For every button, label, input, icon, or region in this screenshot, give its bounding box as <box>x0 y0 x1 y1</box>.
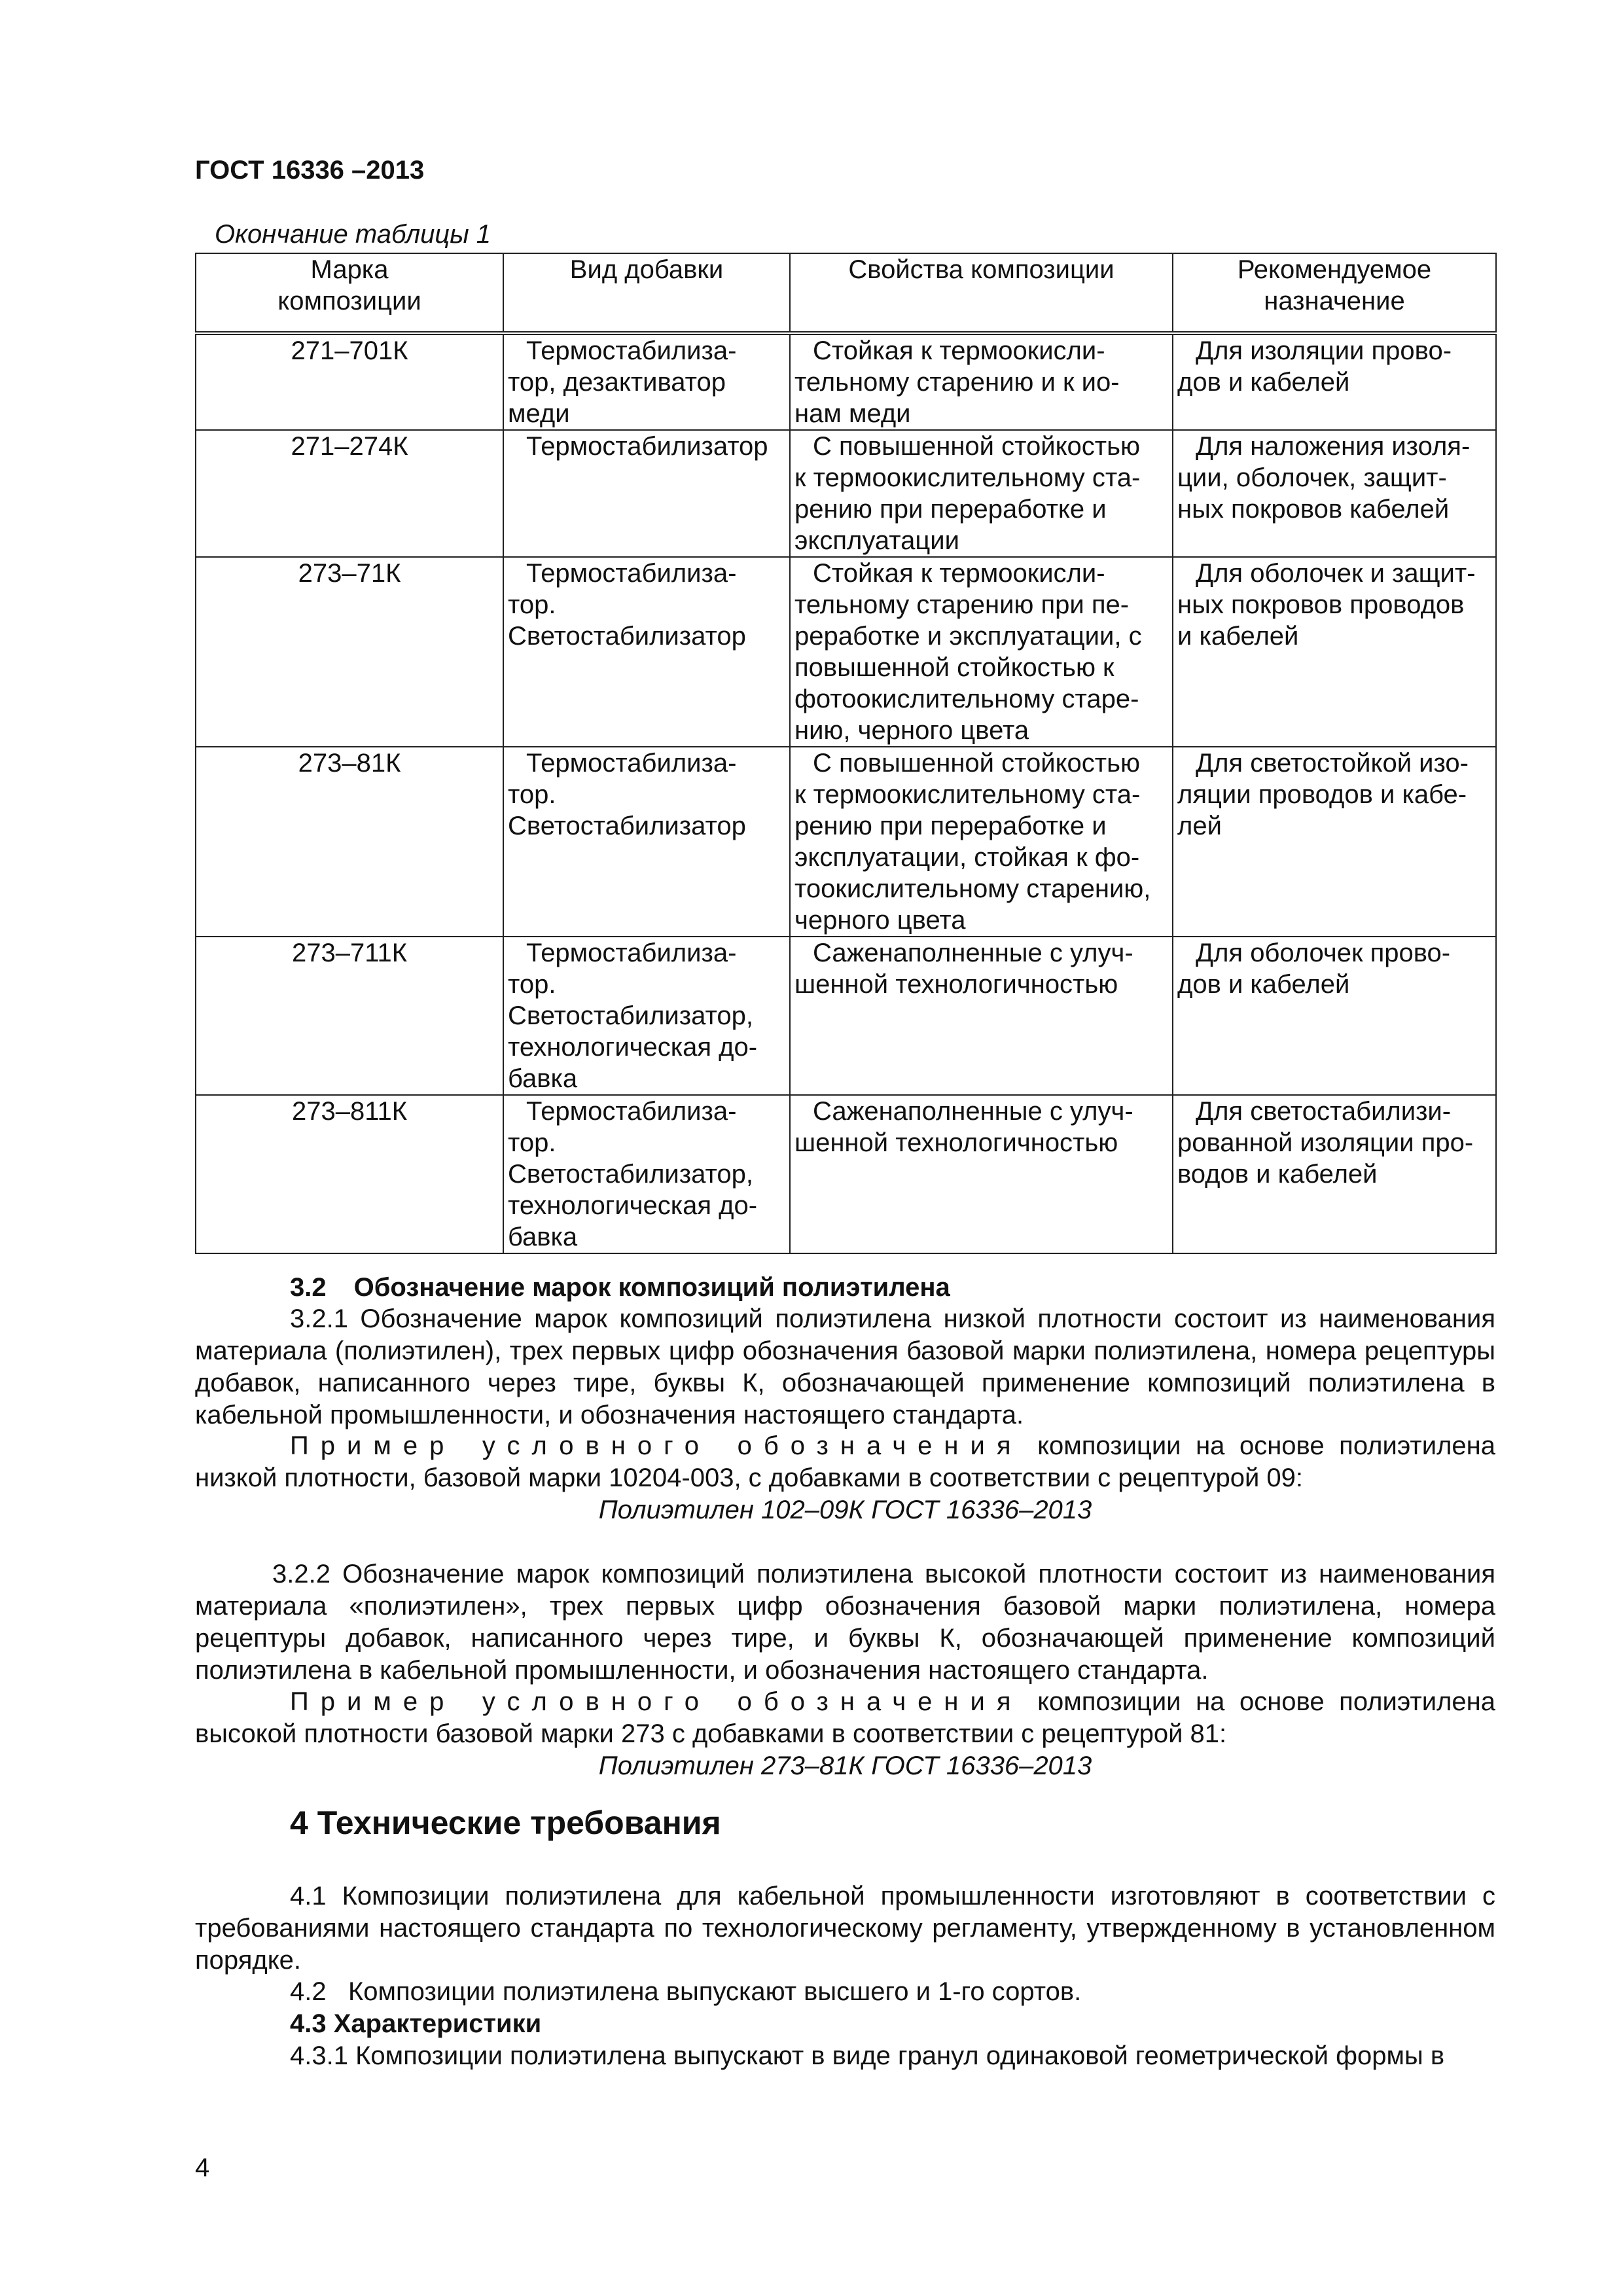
table-row <box>196 557 1496 747</box>
cell-additive: Термостабилиза- тор, дезактиватор меди <box>503 333 790 430</box>
cell-additive: Термостабилиза- тор. Светостабилизатор, технологическая до- бавка <box>503 937 790 1095</box>
document-id: ГОСТ 16336 –2013 <box>195 156 425 185</box>
cell-properties: Саженаполненные с улуч- шенной технологичностью <box>790 937 1173 1095</box>
cell-mark: 271–701К <box>196 333 503 430</box>
cell-additive: Термостабилиза- тор. Светостабилизатор <box>503 557 790 747</box>
section-3-2-number: 3.2 <box>290 1273 327 1302</box>
paragraph-4-3-1: 4.3.1 Композиции полиэтилена выпускают в виде гранул одинаковой геометрической формы в <box>290 2041 1445 2070</box>
cell-use: Для светостойкой изо- ляции проводов и кабе- лей <box>1173 747 1496 937</box>
page-number: 4 <box>195 2153 210 2182</box>
cell-properties: С повышенной стойкостью к термоокислительному ста- рению при переработке и эксплуатации <box>790 430 1173 557</box>
cell-properties: С повышенной стойкостью к термоокислительному ста- рению при переработке и эксплуатации, стойкая к фо- тоокислительному старению, черного цвета <box>790 747 1173 937</box>
section-3-2-title: Обозначение марок композиций полиэтилена <box>353 1273 950 1302</box>
example-2-designation: Полиэтилен 273–81К ГОСТ 16336–2013 <box>598 1751 1092 1780</box>
paragraph-4-2: 4.2 Композиции полиэтилена выпускают высшего и 1-го сортов. <box>290 1977 1082 2006</box>
composition-table <box>195 253 1497 1254</box>
paragraph-3-2-2: 3.2.2 Обозначение марок композиций полиэтилена высокой плотности состоит из наименования материала «полиэтилен», трех первых цифр обозначения базовой марки полиэтилена, номера рецептуры добавок, написанного через тире, и буквы К, обозначающей применение композиций полиэтилена в кабельной промышленности, и обозначения настоящего стандарта. <box>195 1560 1495 1685</box>
cell-properties: Стойкая к термоокисли- тельному старению и к ио- нам меди <box>790 333 1173 430</box>
cell-properties: Саженаполненные с улуч- шенной технологичностью <box>790 1095 1173 1253</box>
cell-use: Для светостабилизи- рованной изоляции про- водов и кабелей <box>1173 1095 1496 1253</box>
example-1-text: композиции на основе полиэтилена низкой плотности, базовой марки 10204-003, с добавками в соответствии с рецептурой 09: <box>195 1431 1495 1492</box>
column-header-use: Рекомендуемое назначение <box>1173 253 1496 333</box>
cell-mark: 273–71К <box>196 557 503 747</box>
example-1-label: Пример условного обозначения <box>290 1431 1023 1460</box>
cell-use: Для наложения изоля- ции, оболочек, защит- ных покровов кабелей <box>1173 430 1496 557</box>
example-2 <box>195 1686 1495 1750</box>
paragraph-4-1: 4.1 Композиции полиэтилена для кабельной промышленности изготовляют в соответствии с требованиями настоящего стандарта по технологическому регламенту, утвержденному в установленном порядке. <box>195 1882 1495 1975</box>
section-4-heading: 4 Технические требования <box>290 1804 721 1841</box>
cell-additive: Термостабилиза- тор. Светостабилизатор, технологическая до- бавка <box>503 1095 790 1253</box>
table-row <box>196 747 1496 937</box>
cell-additive: Термостабилизатор <box>503 430 790 557</box>
example-1 <box>195 1430 1495 1494</box>
example-2-text: композиции на основе полиэтилена высокой плотности базовой марки 273 с добавками в соответствии с рецептурой 81: <box>195 1687 1495 1748</box>
column-header-properties: Свойства композиции <box>790 253 1173 333</box>
cell-mark: 273–711К <box>196 937 503 1095</box>
table-row <box>196 430 1496 557</box>
example-2-label: Пример условного обозначения <box>290 1687 1023 1716</box>
cell-properties: Стойкая к термоокисли- тельному старению при пе- реработке и эксплуатации, с повышенной стойкостью к фотоокислительному старе- нию, черного цвета <box>790 557 1173 747</box>
cell-use: Для оболочек и защит- ных покровов проводов и кабелей <box>1173 557 1496 747</box>
section-3-2-heading <box>195 1272 1495 1304</box>
section-4-3-heading <box>195 2008 1495 2040</box>
paragraph-3-2-1: 3.2.1 Обозначение марок композиций полиэтилена низкой плотности состоит из наименования материала (полиэтилен), трех первых цифр обозначения базовой марки полиэтилена, номера рецептуры добавок, написанного через тире, буквы К, обозначающей применение композиций полиэтилена в кабельной промышленности, и обозначения настоящего стандарта. <box>195 1304 1495 1429</box>
table-header-row <box>196 253 1496 333</box>
table-row <box>196 937 1496 1095</box>
table-row <box>196 333 1496 430</box>
cell-mark: 271–274К <box>196 430 503 557</box>
column-header-mark: Марка композиции <box>196 253 503 333</box>
cell-use: Для изоляции прово- дов и кабелей <box>1173 333 1496 430</box>
cell-mark: 273–81К <box>196 747 503 937</box>
table-caption: Окончание таблицы 1 <box>215 220 491 249</box>
section-4-3-title: 4.3 Характеристики <box>290 2009 542 2038</box>
table-row <box>196 1095 1496 1253</box>
column-header-additive: Вид добавки <box>503 253 790 333</box>
cell-additive: Термостабилиза- тор. Светостабилизатор <box>503 747 790 937</box>
cell-use: Для оболочек прово- дов и кабелей <box>1173 937 1496 1095</box>
example-1-designation: Полиэтилен 102–09К ГОСТ 16336–2013 <box>598 1496 1092 1524</box>
cell-mark: 273–811К <box>196 1095 503 1253</box>
